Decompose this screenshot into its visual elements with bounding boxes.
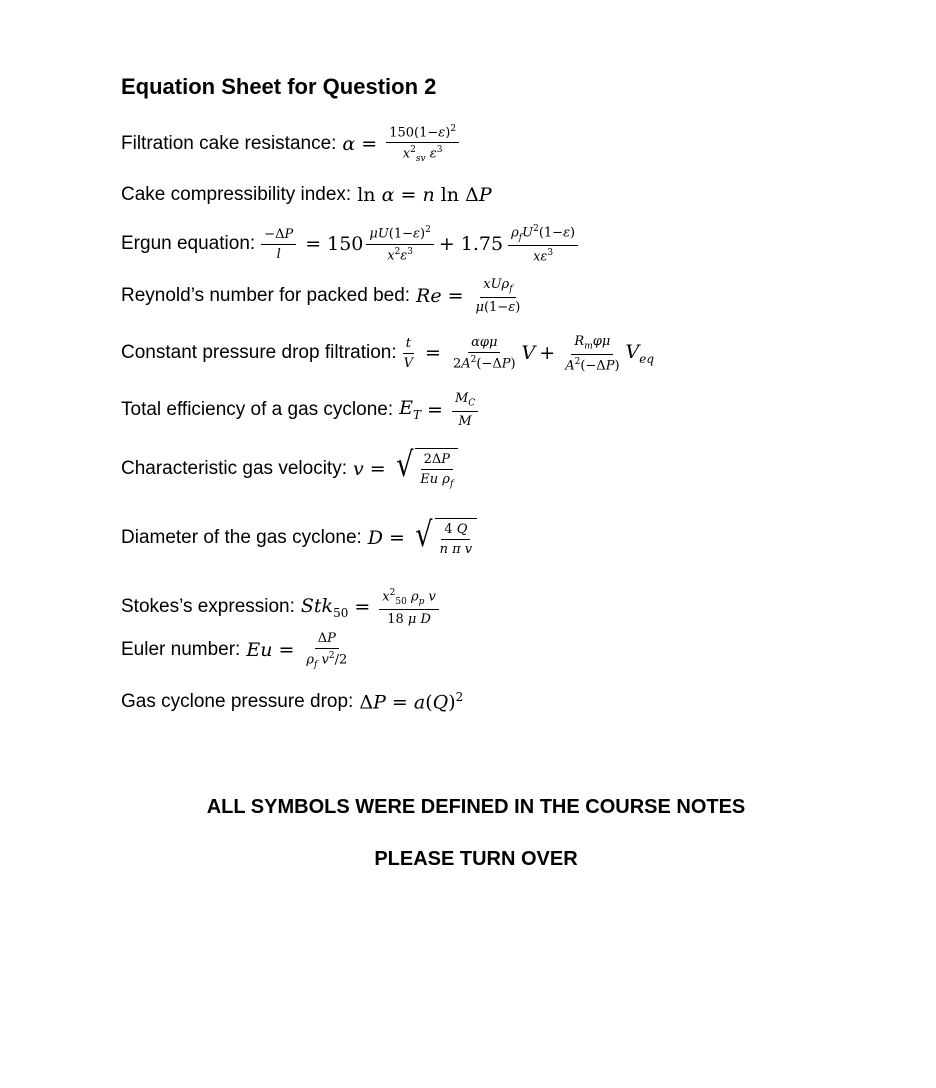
fraction: $\frac{150(1-\varepsilon)^2}{x^2_{sv} \varepsilon^3}$ <box>386 124 459 164</box>
fraction: $\frac{R_m\varphi\mu}{A^2(-\Delta P)}$ <box>565 334 620 373</box>
equation-label: Reynold’s number for packed bed: <box>121 284 411 306</box>
fraction: $\frac{\rho_fU^2(1-\varepsilon)}{x\varepsilon^3}$ <box>508 224 578 264</box>
equation-label: Constant pressure drop filtration: <box>121 342 397 364</box>
fraction: $\frac{-\Delta P}{l}$ <box>261 227 296 262</box>
equation-constant-pressure-filtration: Constant pressure drop filtration: $\frac{t}{V}$ = $\frac{\text{αφμ}}{2A^2(-\Delta P)}$ V + $\frac{R_m\varphi\mu}{A^2(-\Delta P)}$ $V_{eq}$ <box>121 334 655 373</box>
fraction: $\frac{\mu U(1-\varepsilon)^2}{x^2\varepsilon^3}$ <box>366 225 433 263</box>
equation-cyclone-diameter: Diameter of the gas cyclone: D = √ $\frac{4 Q}{\text{n π v}}$ <box>121 518 477 557</box>
fraction: $\frac{\text{αφμ}}{2A^2(-\Delta P)}$ <box>452 335 516 372</box>
equation-label: Cake compressibility index: <box>121 184 352 205</box>
equation-label: Filtration cake resistance: <box>121 133 337 155</box>
fraction: $\frac{x^2_{50} \rho_p v}{\text{18 μ D}}$ <box>379 588 439 627</box>
equation-label: Diameter of the gas cyclone: <box>121 526 362 548</box>
page-title: Equation Sheet for Question 2 <box>121 74 437 99</box>
square-root: √ $\frac{2\Delta P}{Eu \rho_f}$ <box>394 448 459 490</box>
fraction: $\frac{M_C}{M}$ <box>452 391 478 429</box>
square-root: √ $\frac{4 Q}{\text{n π v}}$ <box>413 518 477 557</box>
equation-cyclone-efficiency: Total efficiency of a gas cyclone: $E_T$ = $\frac{M_C}{M}$ <box>121 391 481 429</box>
fraction: $\frac{\Delta P}{\rho_f v^2/2}$ <box>306 631 348 670</box>
math-symbol: α <box>342 133 356 156</box>
equation-label: Euler number: <box>121 639 241 661</box>
fraction: $\frac{xU\rho_f}{\mu(1-\varepsilon)}$ <box>475 277 521 315</box>
equation-label: Stokes’s expression: <box>121 596 295 618</box>
equation-ergun: Ergun equation: $\frac{-\Delta P}{l}$ = 150 $\frac{\mu U(1-\varepsilon)^2}{x^2\varepsilon^3}$ + 1.75 $\frac{\rho_fU^2(1-\varepsilon)}{x\varepsilon^3}$ <box>121 224 581 264</box>
course-notes-note: ALL SYMBOLS WERE DEFINED IN THE COURSE NOTES <box>206 796 746 818</box>
equation-cake-resistance: Filtration cake resistance: α = $\frac{150(1-\varepsilon)^2}{x^2_{sv} \varepsilon^3}$ <box>121 124 462 164</box>
equation-stokes: Stokes’s expression: Stk$_{50}$ = $\frac{x^2_{50} \rho_p v}{\text{18 μ D}}$ <box>121 588 442 627</box>
equation-reynolds: Reynold’s number for packed bed: Re = $\frac{xU\rho_f}{\mu(1-\varepsilon)}$ <box>121 277 526 315</box>
equation-label: Total efficiency of a gas cyclone: <box>121 398 394 420</box>
equation-gas-velocity: Characteristic gas velocity: v = √ $\frac{2\Delta P}{Eu \rho_f}$ <box>121 448 458 490</box>
equation-compressibility: Cake compressibility index: ln α = n ln ΔP <box>121 184 492 206</box>
turn-over-note: PLEASE TURN OVER <box>374 848 578 870</box>
equation-euler: Euler number: Eu = $\frac{\Delta P}{\rho_f v^2/2}$ <box>121 631 353 670</box>
equation-label: Gas cyclone pressure drop: <box>121 690 354 712</box>
fraction: $\frac{t}{V}$ <box>403 335 414 371</box>
equation-label: Characteristic gas velocity: <box>121 457 347 479</box>
equation-cyclone-pressure-drop: Gas cyclone pressure drop: $\Delta P = a(Q)^2$ <box>121 690 464 714</box>
equation-label: Ergun equation: <box>121 233 256 255</box>
